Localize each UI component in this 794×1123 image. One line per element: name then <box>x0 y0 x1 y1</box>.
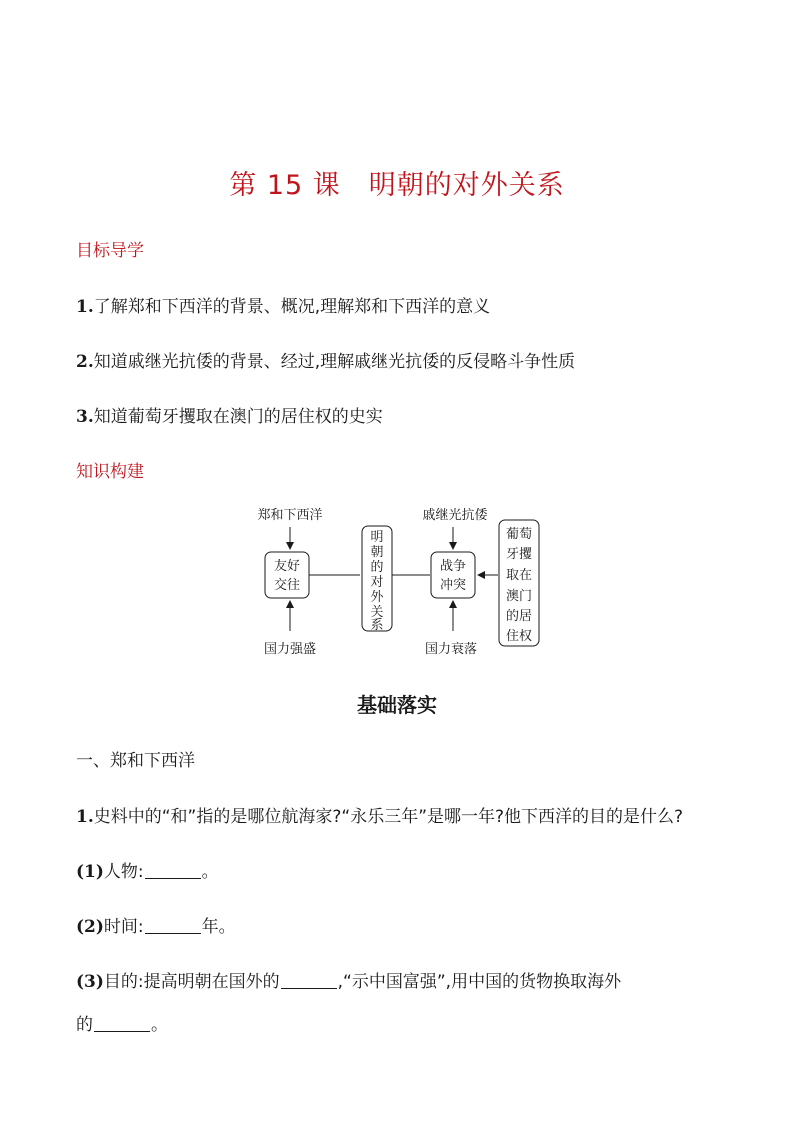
diagram-left-top: 郑和下西洋 <box>257 508 323 523</box>
answer-blank[interactable] <box>145 917 201 934</box>
answer-1 <box>76 857 219 882</box>
diagram-center-char: 明 <box>370 530 384 545</box>
knowledge-heading: 知识构建 <box>76 462 144 482</box>
lesson-title: 第 15 课 明朝的对外关系 <box>229 170 565 201</box>
answer-label: (3) <box>76 972 104 992</box>
goal-text: 了解郑和下西洋的背景、概况,理解郑和下西洋的意义 <box>93 297 491 317</box>
diagram-center-char: 系 <box>370 618 384 633</box>
diagram-left-box-line: 交往 <box>273 578 301 593</box>
diagram-right-box-line: 澳门 <box>505 589 533 604</box>
answer-3 <box>76 967 621 992</box>
diagram-right-box-line: 的居 <box>505 609 533 624</box>
goal-number: 3. <box>76 407 94 427</box>
goal-text: 知道葡萄牙攫取在澳门的居住权的史实 <box>93 407 383 427</box>
answer-label: (1) <box>76 862 104 882</box>
diagram-center-char: 对 <box>370 575 384 590</box>
goal-number: 1. <box>76 297 94 317</box>
basics-heading: 基础落实 <box>357 693 437 717</box>
answer-blank[interactable] <box>281 972 337 989</box>
diagram-mid-top: 戚继光抗倭 <box>422 508 488 523</box>
diagram-center-char: 的 <box>370 560 384 575</box>
answer-suffix: 。 <box>201 862 219 882</box>
goal-item-2 <box>76 347 575 372</box>
goals-heading: 目标导学 <box>76 241 144 261</box>
answer-text-mid: ,“示中国富强”,用中国的货物换取海外 <box>337 972 622 992</box>
diagram-left-bottom: 国力强盛 <box>263 642 317 657</box>
goal-item-3 <box>76 402 383 427</box>
diagram-right-box-line: 葡萄 <box>505 527 533 542</box>
question-text: 史料中的“和”指的是哪位航海家?“永乐三年”是哪一年?他下西洋的目的是什么? <box>93 807 684 827</box>
answer-blank[interactable] <box>145 862 201 879</box>
goal-text: 知道戚继光抗倭的背景、经过,理解戚继光抗倭的反侵略斗争性质 <box>93 352 576 372</box>
diagram-mid-box-line: 冲突 <box>439 578 467 593</box>
answer-label: (2) <box>76 917 104 937</box>
answer-text: 时间: <box>103 917 144 937</box>
answer-text: 的 <box>76 1015 93 1035</box>
answer-2 <box>76 912 236 937</box>
answer-blank[interactable] <box>94 1015 150 1032</box>
knowledge-diagram <box>250 500 550 665</box>
diagram-mid-box-line: 战争 <box>439 559 467 574</box>
goal-item-1 <box>76 292 490 317</box>
answer-suffix: 年。 <box>201 917 236 937</box>
diagram-center-char: 关 <box>370 605 384 620</box>
answer-text: 人物: <box>103 862 144 882</box>
answer-text: 目的:提高明朝在国外的 <box>103 972 280 992</box>
diagram-right-box-line: 住权 <box>505 629 533 644</box>
diagram-mid-bottom: 国力衰落 <box>424 642 478 657</box>
diagram-center-char: 外 <box>370 590 384 605</box>
diagram-center-char: 朝 <box>370 545 384 560</box>
diagram-left-box-line: 友好 <box>273 559 301 574</box>
diagram-right-box-line: 取在 <box>505 568 533 583</box>
diagram-right-box-line: 牙攫 <box>505 547 533 562</box>
question-1 <box>76 802 683 827</box>
answer-suffix: 。 <box>151 1015 168 1035</box>
goal-number: 2. <box>76 352 94 372</box>
answer-3-continued <box>76 1010 168 1035</box>
section-heading: 一、郑和下西洋 <box>76 751 195 771</box>
question-number: 1. <box>76 807 94 827</box>
